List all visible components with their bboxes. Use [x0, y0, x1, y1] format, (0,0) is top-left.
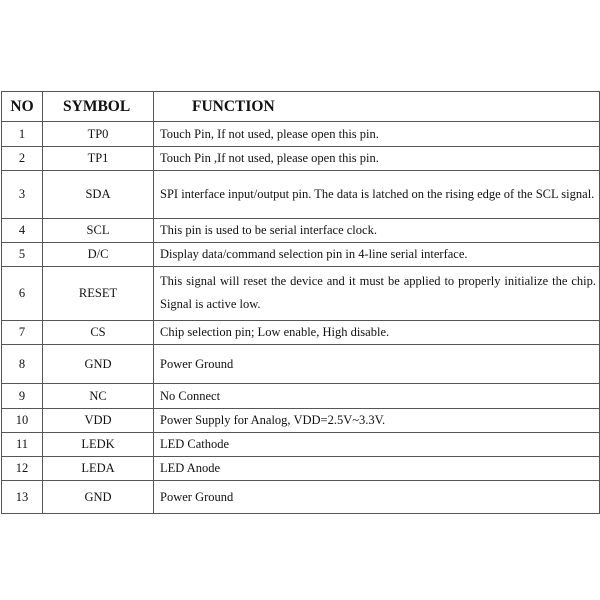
cell-function: LED Cathode	[154, 433, 600, 457]
cell-function: LED Anode	[154, 457, 600, 481]
pin-function-table	[1, 91, 600, 514]
cell-no: 13	[2, 481, 43, 514]
cell-no: 1	[2, 122, 43, 147]
cell-no: 9	[2, 384, 43, 409]
cell-no: 4	[2, 219, 43, 243]
cell-no: 10	[2, 409, 43, 433]
cell-no: 6	[2, 267, 43, 321]
table-row	[2, 345, 600, 384]
cell-no: 12	[2, 457, 43, 481]
cell-no: 2	[2, 147, 43, 171]
table-row	[2, 219, 600, 243]
cell-function: Power Ground	[154, 345, 600, 384]
header-no: NO	[2, 92, 43, 122]
table-row	[2, 243, 600, 267]
cell-no: 8	[2, 345, 43, 384]
cell-function: This signal will reset the device and it must be applied to properly initialize the chip. Signal is active low.	[154, 267, 600, 321]
table-header-row	[2, 92, 600, 122]
table-row	[2, 457, 600, 481]
cell-symbol: SDA	[43, 171, 154, 219]
cell-symbol: TP0	[43, 122, 154, 147]
table-row	[2, 384, 600, 409]
header-function: FUNCTION	[154, 92, 600, 122]
cell-no: 7	[2, 321, 43, 345]
cell-symbol: SCL	[43, 219, 154, 243]
cell-function: This pin is used to be serial interface clock.	[154, 219, 600, 243]
table-row	[2, 171, 600, 219]
cell-no: 3	[2, 171, 43, 219]
table-row	[2, 122, 600, 147]
cell-symbol: CS	[43, 321, 154, 345]
header-symbol: SYMBOL	[43, 92, 154, 122]
table-row	[2, 321, 600, 345]
cell-function: No Connect	[154, 384, 600, 409]
cell-symbol: RESET	[43, 267, 154, 321]
table-row	[2, 481, 600, 514]
cell-no: 11	[2, 433, 43, 457]
table-row	[2, 433, 600, 457]
cell-symbol: D/C	[43, 243, 154, 267]
cell-symbol: NC	[43, 384, 154, 409]
cell-function: Touch Pin ,If not used, please open this pin.	[154, 147, 600, 171]
cell-symbol: LEDA	[43, 457, 154, 481]
cell-symbol: VDD	[43, 409, 154, 433]
cell-symbol: GND	[43, 481, 154, 514]
cell-symbol: TP1	[43, 147, 154, 171]
table-row	[2, 409, 600, 433]
cell-function: Chip selection pin; Low enable, High disable.	[154, 321, 600, 345]
cell-no: 5	[2, 243, 43, 267]
cell-function: SPI interface input/output pin. The data is latched on the rising edge of the SCL signal.	[154, 171, 600, 219]
cell-function: Display data/command selection pin in 4-line serial interface.	[154, 243, 600, 267]
table-row	[2, 267, 600, 321]
cell-function: Touch Pin, If not used, please open this pin.	[154, 122, 600, 147]
cell-symbol: LEDK	[43, 433, 154, 457]
table-row	[2, 147, 600, 171]
cell-function: Power Supply for Analog, VDD=2.5V~3.3V.	[154, 409, 600, 433]
cell-symbol: GND	[43, 345, 154, 384]
cell-function: Power Ground	[154, 481, 600, 514]
